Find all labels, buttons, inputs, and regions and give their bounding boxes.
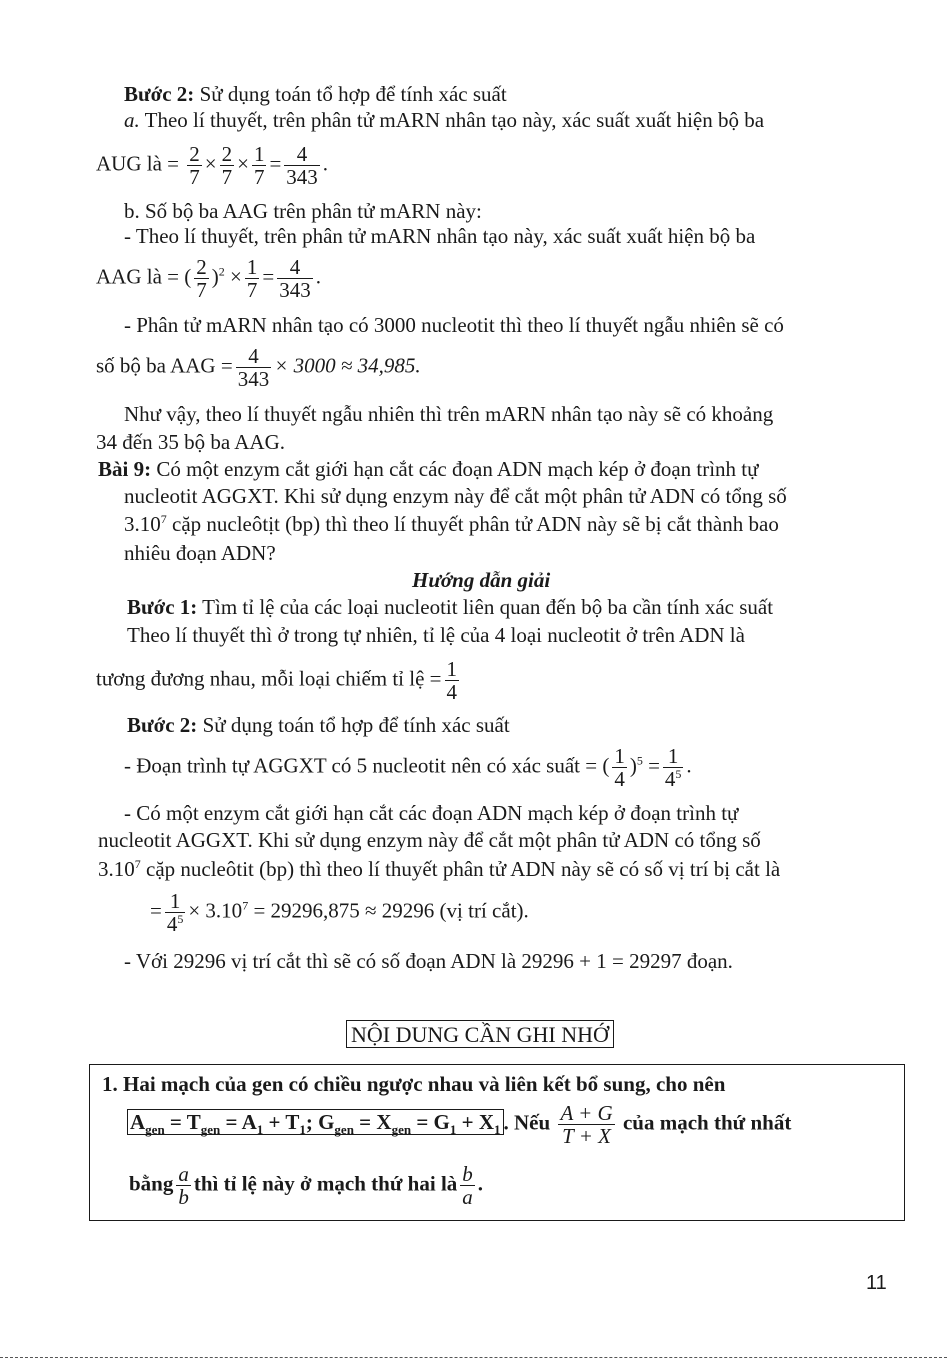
fraction: $\frac{1}{7}$ — [246, 255, 258, 303]
solution-step1: Bước 1: Tìm tỉ lệ của các loại nucleotit liên quan đến bộ ba cần tính xác suất — [127, 595, 774, 619]
fraction: $\frac{a}{b}$ — [178, 1162, 189, 1210]
note-formula-line: $A_{gen} = T_{gen} = A_1 + T_1$; $G_{gen} = X_{gen} = G_1 + X_1$ . Nếu $\frac{A + G}{T + X}$ của mạch thứ nhất — [127, 1102, 791, 1147]
aug-probability-equation: AUG là = $\frac{2}{7}$ × $\frac{2}{7}$ × $\frac{1}{7}$ = $\frac{4}{343}$ . — [96, 142, 329, 190]
page-number: 11 — [866, 1272, 887, 1294]
exercise-9-line-2: nucleotit AGGXT. Khi sử dụng enzym này để cắt một phân tử ADN có tổng số — [124, 484, 787, 508]
part-a-text: Theo lí thuyết, trên phân tử mARN nhân tạo này, xác suất xuất hiện bộ ba — [139, 108, 765, 132]
fraction-result: $\frac{1}{4^5}$ — [664, 744, 682, 792]
fraction-result: $\frac{4}{343}$ — [279, 255, 311, 303]
fraction: $\frac{1}{7}$ — [253, 142, 265, 190]
note-title: NỘI DUNG CẦN GHI NHỚ — [346, 1020, 614, 1048]
exercise-9-line-3: 3.10$^7$ cặp nucleôtịt (bp) thì theo lí thuyết phân tử ADN này sẽ bị cắt thành bao — [124, 512, 779, 536]
fraction: $\frac{2}{7}$ — [196, 255, 207, 303]
part-a-line — [124, 110, 764, 131]
enzyme-line-1: - Có một enzym cắt giới hạn cắt các đoạn ADN mạch kép ở đoạn trình tự — [124, 801, 739, 825]
aug-prefix: AUG là = — [96, 151, 179, 176]
fraction: $\frac{b}{a}$ — [462, 1162, 473, 1210]
theo-line: - Theo lí thuyết, trên phân tử mARN nhân tạo này, xác suất xuất hiện bộ ba — [124, 224, 756, 248]
note-line-3: bằng $\frac{a}{b}$ thì tỉ lệ này ở mạch thứ hai là $\frac{b}{a}$ . — [129, 1162, 484, 1210]
ratio-equation: tương đương nhau, mỗi loại chiếm tỉ lệ = $\frac{1}{4}$ — [96, 657, 458, 705]
fraction: $\frac{1}{4}$ — [446, 657, 458, 705]
phan-tu-line: - Phân tử mARN nhân tạo có 3000 nucleotit thì theo lí thuyết ngẫu nhiên sẽ có — [124, 313, 784, 337]
step-text: Sử dụng toán tổ hợp để tính xác suất — [194, 82, 507, 106]
final-result-line: - Với 29296 vị trí cắt thì sẽ có số đoạn ADN là 29296 + 1 = 29297 đoạn. — [124, 949, 733, 973]
enzyme-line-3: 3.10$^7$ cặp nucleôtit (bp) thì theo lí thuyết phân tử ADN này sẽ có số vị trí bị cắt là — [98, 857, 781, 881]
segment-probability-equation: - Đoạn trình tự AGGXT có 5 nucleotit nên có xác suất = ( $\frac{1}{4}$ )$^5$ = $\frac{1}{4^5}$ . — [124, 744, 692, 792]
exercise-9-line-4: nhiêu đoạn ADN? — [124, 541, 276, 565]
fraction: $\frac{1}{4^5}$ — [166, 889, 184, 937]
part-a-label: a. — [124, 108, 140, 132]
conclusion-line-2: 34 đến 35 bộ ba AAG. — [96, 430, 285, 454]
fraction: $\frac{1}{4}$ — [614, 744, 625, 792]
step2-heading-line — [124, 84, 507, 105]
fraction-result: $\frac{4}{343}$ — [286, 142, 318, 190]
aag-count-equation: số bộ ba AAG = $\frac{4}{343}$ × 3000 ≈ 34,985. — [96, 344, 421, 392]
fraction: $\frac{A + G}{T + X}$ — [560, 1101, 613, 1149]
solution-title: Hướng dẫn giải — [412, 568, 551, 592]
cut-sites-equation: = $\frac{1}{4^5}$ × $3.10^7 = 29296,875 \approx 29296$ (vị trí cắt). — [150, 889, 529, 937]
enzyme-line-2: nucleotit AGGXT. Khi sử dụng enzym này để cắt một phân tử ADN có tổng số — [98, 828, 761, 852]
note-line-1: 1. Hai mạch của gen có chiều ngược nhau và liên kết bổ sung, cho nên — [102, 1072, 726, 1096]
solution-step2: Bước 2: Sử dụng toán tổ hợp để tính xác suất — [127, 713, 510, 737]
part-b-line: b. Số bộ ba AAG trên phân tử mARN này: — [124, 199, 482, 223]
fraction: $\frac{2}{7}$ — [221, 142, 233, 190]
aag-probability-equation: AAG là = ( $\frac{2}{7}$ )$^2$ × $\frac{1}{7}$ = $\frac{4}{343}$ . — [96, 255, 321, 303]
conclusion-line-1: Như vậy, theo lí thuyết ngẫu nhiên thì trên mARN nhân tạo này sẽ có khoảng — [124, 402, 774, 426]
boxed-formula: $A_{gen} = T_{gen} = A_1 + T_1$; $G_{gen} = X_{gen} = G_1 + X_1$ — [127, 1109, 504, 1135]
fraction: $\frac{4}{343}$ — [237, 344, 270, 392]
step-label: Bước 2: — [124, 82, 195, 106]
solution-theo-line: Theo lí thuyết thì ở trong tự nhiên, tỉ lệ của 4 loại nucleotit ở trên ADN là — [127, 623, 745, 647]
exercise-9-line-1: Bài 9: Có một enzym cắt giới hạn cắt các đoạn ADN mạch kép ở đoạn trình tự — [98, 457, 759, 481]
exercise-label: Bài 9: — [98, 457, 152, 481]
bottom-rule — [0, 1357, 947, 1358]
fraction: $\frac{2}{7}$ — [189, 142, 200, 190]
